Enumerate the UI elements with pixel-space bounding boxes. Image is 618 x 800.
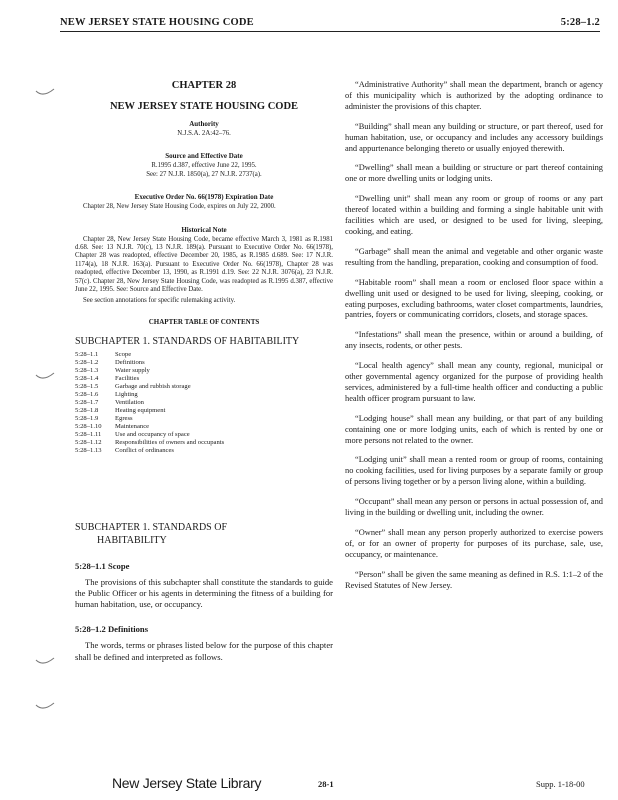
toc-row <box>75 431 333 439</box>
definition-paragraph: “Building” shall mean any building or structure, or part thereof, used for human habitation, use, or occupancy and includes any accessory buildings and appurtenance belonging thereto or usually enjoyed therewith. <box>345 121 603 153</box>
definitions-heading: 5:28–1.2 Definitions <box>75 624 149 635</box>
source-heading: Source and Effective Date <box>165 152 243 161</box>
definition-paragraph: “Administrative Authority” shall mean the department, branch or agency of this municipality which is authorized by the adopting ordinance to administer the provisions of this chapter. <box>345 80 603 111</box>
definition-paragraph: “Local health agency” shall mean any county, regional, municipal or other governmental agency organized for the purpose of providing health services, administered by a full-time health officer and conducting a public health officer program pursuant to law. <box>345 361 603 403</box>
margin-mark-icon <box>34 86 56 100</box>
left-column <box>75 80 333 671</box>
toc-title: Maintenance <box>115 422 150 430</box>
toc-number: 5:28–1.3 <box>75 366 99 374</box>
definition-paragraph: “Occupant” shall mean any person or persons in actual possession of, and living in the building or dwelling unit, including the owner. <box>345 497 603 518</box>
page-footer <box>0 775 618 795</box>
toc-title: Use and occupancy of space <box>115 430 190 438</box>
toc-title: Garbage and rubbish storage <box>115 382 191 390</box>
toc-title: Lighting <box>115 390 138 398</box>
margin-mark-icon <box>34 655 56 669</box>
authority-text: N.J.S.A. 2A:42–76. <box>177 130 231 137</box>
toc-row <box>75 391 333 399</box>
supplement-date: Supp. 1-18-00 <box>536 779 585 789</box>
executive-order-text: Chapter 28, New Jersey State Housing Code, expires on July 22, 2000. <box>83 203 276 211</box>
chapter-title: NEW JERSEY STATE HOUSING CODE <box>109 101 299 112</box>
toc-number: 5:28–1.7 <box>75 398 99 406</box>
toc-number: 5:28–1.11 <box>75 430 102 438</box>
header-section-number: 5:28–1.2 <box>560 17 600 28</box>
subchapter-heading-line1: SUBCHAPTER 1. STANDARDS OF <box>75 521 228 533</box>
executive-order-heading: Executive Order No. 66(1978) Expiration Date <box>134 193 274 202</box>
toc-heading: CHAPTER TABLE OF CONTENTS <box>148 317 260 326</box>
toc-number: 5:28–1.9 <box>75 414 99 422</box>
source-line: See: 27 N.J.R. 1850(a), 27 N.J.R. 2737(a). <box>146 170 262 178</box>
toc-number: 5:28–1.12 <box>75 438 102 446</box>
toc-row <box>75 375 333 383</box>
definition-paragraph: “Habitable room” shall mean a room or enclosed floor space within a dwelling unit used or designed to be used for living, sleeping, cooking, or eating purposes, excluding bathrooms, water closet compartments, laundries, pantries, foyers or communicating corridors, closets, and storage spaces. <box>345 277 603 320</box>
see-note: See section annotations for specific rulemaking activity. <box>83 297 236 305</box>
toc-title: Facilities <box>115 374 140 382</box>
toc-number: 5:28–1.8 <box>75 406 99 414</box>
toc-row <box>75 383 333 391</box>
toc-row <box>75 423 333 431</box>
toc-number: 5:28–1.13 <box>75 446 102 454</box>
scope-heading: 5:28–1.1 Scope <box>75 560 130 571</box>
toc-title: Responsibilities of owners and occupants <box>115 438 225 446</box>
toc-row <box>75 359 333 367</box>
definition-paragraph: “Lodging unit” shall mean a rented room or group of rooms, containing no cooking facilities, used for living purposes by a separate family or group of persons living together or by a person living alone, within a building. <box>345 455 603 487</box>
definition-paragraph: “Dwelling unit” shall mean any room or group of rooms or any part thereof located within a building and forming a single habitable unit with facilities which are used, or designed to be used for living, sleeping, cooking, and eating. <box>345 194 603 236</box>
toc-row <box>75 367 333 375</box>
scope-text: The provisions of this subchapter shall constitute the standards to guide the Public Officer or his agents in determining the fitness of a building for human habitation, use, or occupancy. <box>75 576 333 610</box>
definition-paragraph: “Person” shall be given the same meaning as defined in R.S. 1:1–2 of the Revised Statutes of New Jersey. <box>345 569 603 590</box>
definition-paragraph: “Infestations” shall mean the presence, within or around a building, of any insects, rodents, or other pests. <box>345 330 603 351</box>
toc-title: Heating equipment <box>115 406 166 414</box>
toc-row <box>75 407 333 415</box>
toc-number: 5:28–1.5 <box>75 382 99 390</box>
toc-title: Water supply <box>115 366 150 374</box>
margin-mark-icon <box>34 700 56 714</box>
definition-paragraph: “Dwelling” shall mean a building or structure or part thereof containing one or more dwelling units or lodging units. <box>345 163 603 184</box>
chapter-label: CHAPTER 28 <box>171 80 237 91</box>
toc-row <box>75 399 333 407</box>
toc-row <box>75 439 333 447</box>
toc-title: Scope <box>115 350 132 358</box>
toc-number: 5:28–1.6 <box>75 390 99 398</box>
toc-number: 5:28–1.4 <box>75 374 99 382</box>
margin-mark-icon <box>34 370 56 384</box>
subchapter-heading <box>75 521 333 547</box>
historical-note-heading: Historical Note <box>181 225 227 234</box>
definition-paragraph: “Garbage” shall mean the animal and vegetable and other organic waste resulting from the handling, preparation, cooking and consumption of food. <box>345 246 603 267</box>
toc-number: 5:28–1.2 <box>75 358 99 366</box>
definition-paragraph: “Lodging house” shall mean any building, or that part of any building containing one or more lodging units, each of which is rented by one or more persons not related to the owner. <box>345 413 603 445</box>
authority-heading: Authority <box>189 120 219 128</box>
toc-number: 5:28–1.10 <box>75 422 102 430</box>
definition-paragraph: “Owner” shall mean any person properly authorized to exercise powers of, or for an owner of property for purposes of its purchase, sale, use, occupancy, or maintenance. <box>345 528 603 559</box>
running-header <box>60 6 600 32</box>
toc-title: Ventilation <box>115 398 144 406</box>
definitions-intro: The words, terms or phrases listed below for the purpose of this chapter shall be defined and interpreted as follows. <box>75 640 333 662</box>
library-stamp: New Jersey State Library <box>112 775 262 791</box>
historical-note-text: Chapter 28, New Jersey State Housing Code, became effective March 3, 1981 as R.1981 d.68. See: 13 N.J.R. 70(c), 13 N.J.R. 189(a). Pursuant to Executive Order No. 66(1978), Chapter 28 was readopted, effective December 20, 1985, as R.1985 d.689. See: 17 N.J.R. 1174(a), 18 N.J.R. 163(a). Pursuant to Executive Order No. 66(1978), Chapter 28 was readopted, effective December 13, 1990, as R.1991 d.19. See: 22 N.J.R. 3076(a), 23 N.J.R. 57(c). Chapter 28, New Jersey State Housing Code, was readopted as R.1995 d.387, effective June 22, 1995. See: Source and Effective Date. <box>75 235 333 294</box>
toc-title: Egress <box>115 414 133 422</box>
toc-title: Definitions <box>115 358 145 366</box>
subchapter-heading-line2: HABITABILITY <box>97 534 167 546</box>
header-title: NEW JERSEY STATE HOUSING CODE <box>60 17 254 28</box>
toc-row <box>75 415 333 423</box>
table-of-contents <box>75 351 333 455</box>
toc-subchapter: SUBCHAPTER 1. STANDARDS OF HABITABILITY <box>75 335 300 347</box>
toc-number: 5:28–1.1 <box>75 350 99 358</box>
toc-row <box>75 447 333 455</box>
toc-row <box>75 351 333 359</box>
right-column <box>345 80 603 601</box>
toc-title: Conflict of ordinances <box>115 446 174 454</box>
source-line: R.1995 d.387, effective June 22, 1995. <box>151 162 257 170</box>
page-number: 28-1 <box>318 779 334 789</box>
